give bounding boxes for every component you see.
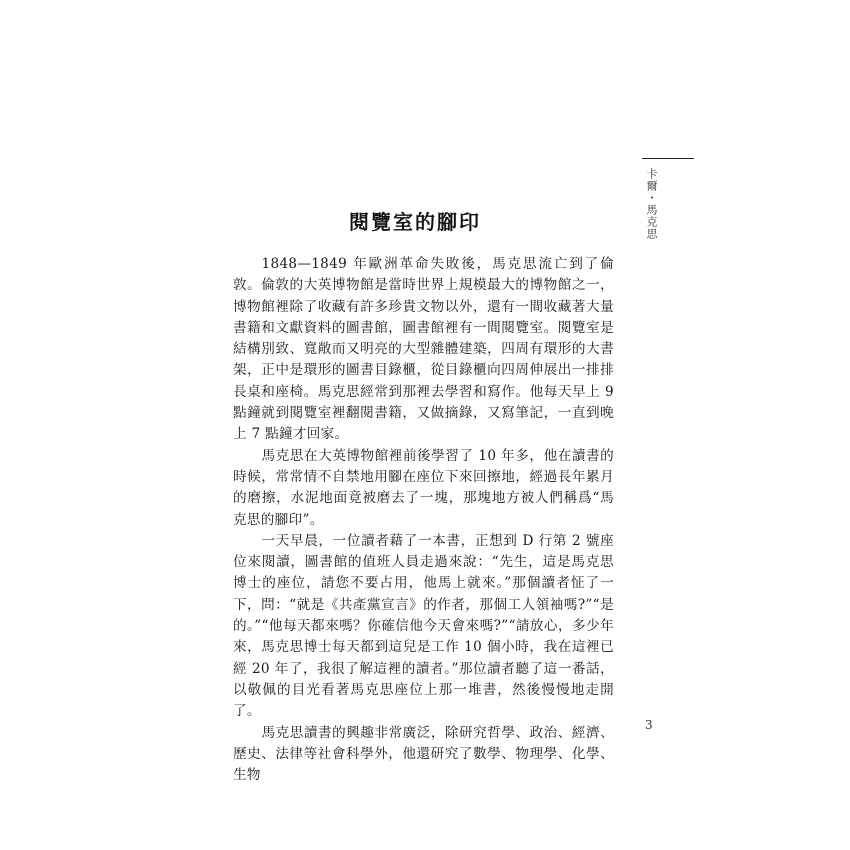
body-text bbox=[233, 254, 614, 786]
page-number: 3 bbox=[645, 718, 653, 732]
paragraph-2: 馬克思在大英博物館裡前後學習了 10 年多，他在讀書的時候，常常情不自禁地用腳在座位下來回擦地，經過長年累月的磨擦，水泥地面竟被磨去了一塊，那塊地方被人們稱爲“馬克思的腳印”。 bbox=[233, 447, 614, 528]
running-head: 卡爾・馬克思 bbox=[645, 168, 658, 240]
paragraph-4: 馬克思讀書的興趣非常廣泛，除研究哲學、政治、經濟、歷史、法律等社會科學外，他還研究了數學、物理學、化學、生物 bbox=[233, 724, 614, 784]
paragraph-1: 1848—1849 年歐洲革命失敗後，馬克思流亡到了倫敦。倫敦的大英博物館是當時世界上規模最大的博物館之一，博物館裡除了收藏有許多珍貴文物以外，還有一間收藏著大量書籍和文獻資料的圖書館，圖書館裡有一間閱覽室。閱覽室是結構別致、寬敞而又明亮的大型雜體建築，四周有環形的大書架，正中是環形的圖書目錄櫃，從目錄櫃向四周伸展出一排排長桌和座椅。馬克思經常到那裡去學習和寫作。他每天早上 9 點鐘就到閱覽室裡翻閱書籍，又做摘錄，又寫筆記，一直到晚上 7 點鐘才回家。 bbox=[233, 256, 614, 443]
header-rule bbox=[642, 158, 694, 159]
paragraph-3: 一天早晨，一位讀者藉了一本書，正想到 D 行第 2 號座位來閱讀，圖書館的值班人員走過來說：“先生，這是馬克思博士的座位，請您不要占用，他馬上就來。”那個讀者怔了一下，問：“就是《共產黨宣言》的作者，那個工人領袖嗎?”“是的。”“他每天都來嗎？你確信他今天會來嗎?”“請放心，多少年來，馬克思博士每天都到這兒是工作 10 個小時，我在這裡已經 20 年了，我很了解這裡的讀者。”那位讀者聽了這一番話，以敬佩的目光看著馬克思座位上那一堆書，然後慢慢地走開了。 bbox=[233, 532, 614, 720]
chapter-title: 閱覽室的腳印 bbox=[349, 210, 481, 235]
